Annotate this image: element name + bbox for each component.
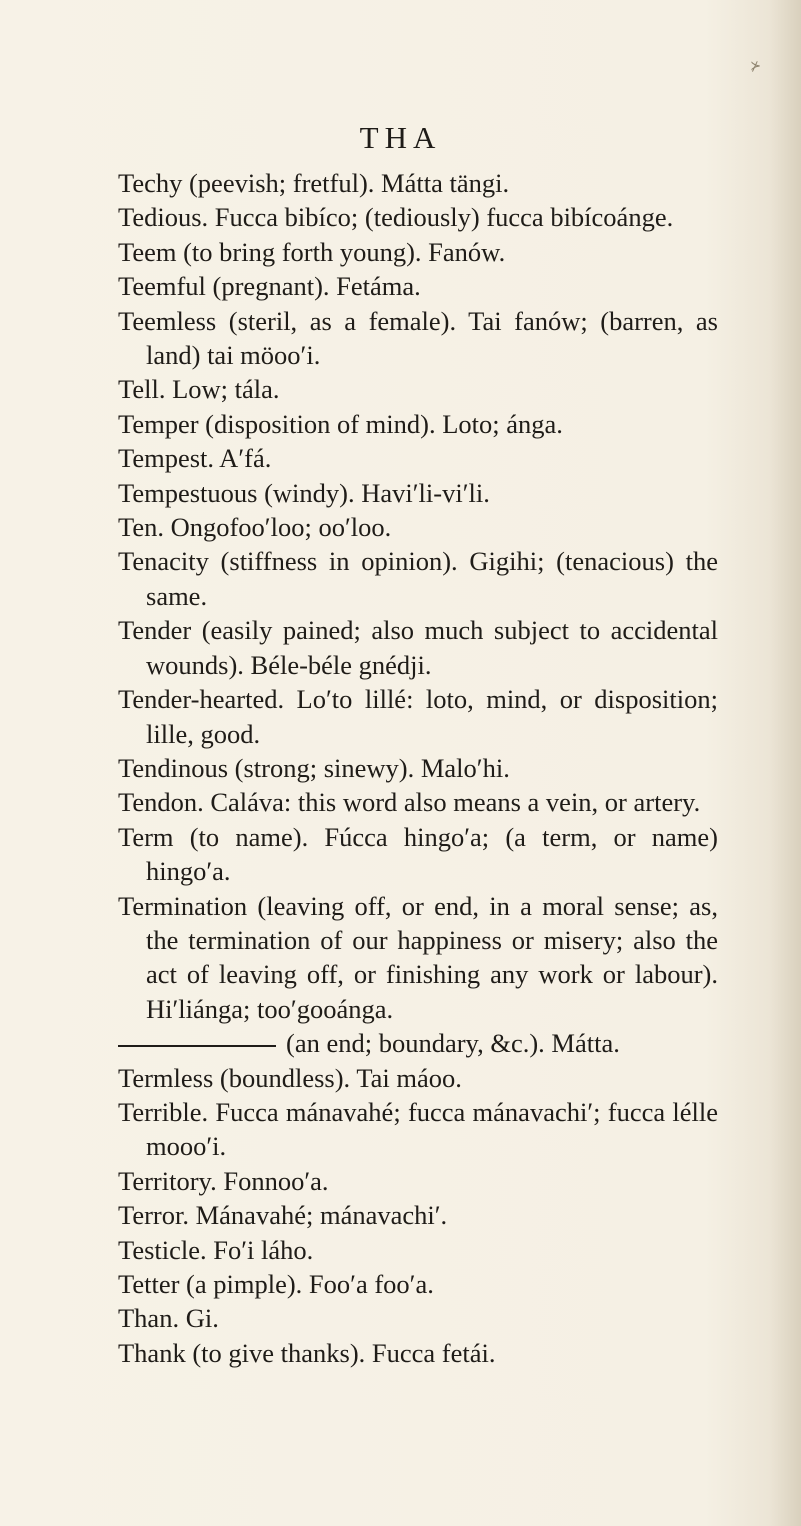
entry-termination-sub xyxy=(118,1026,718,1060)
entry-territory: Territory. Fonnoo′a. xyxy=(118,1165,329,1196)
entry-tenacity: Tenacity (stiffness in opinion). Gigihi; (tenacious) the same. xyxy=(118,546,718,611)
entry-terrible: Terrible. Fucca mánavahé; fucca mánavachi′; fucca lélle mooo′i. xyxy=(118,1096,718,1162)
corner-mark: ⊁ xyxy=(750,58,761,73)
entry-termination: Termination (leaving off, or end, in a moral sense; as, the termination of our happiness or misery; also the act of leaving off, or finishing any work or labour). Hi′liánga; too′gooánga. xyxy=(118,890,718,1024)
entry-tell: Tell. Low; tála. xyxy=(118,374,280,405)
entry-term: Term (to name). Fúcca hingo′a; (a term, or name) hingo′a. xyxy=(118,821,718,887)
entry-tempest: Tempest. A′fá. xyxy=(118,443,272,474)
entry-termless: Termless (boundless). Tai máoo. xyxy=(118,1062,462,1093)
entry-thank: Thank (to give thanks). Fucca fetái. xyxy=(118,1337,496,1368)
entry-testicle: Testicle. Fo′i láho. xyxy=(118,1234,314,1265)
entry-tendon: Tendon. Caláva: this word also means a vein, or artery. xyxy=(118,787,701,818)
entry-termination-sub-text: (an end; boundary, &c.). Mátta. xyxy=(286,1028,620,1059)
entry-tender-hearted: Tender-hearted. Lo′to lillé: loto, mind, or disposition; lille, good. xyxy=(118,684,718,749)
entry-teemless: Teemless (steril, as a female). Tai fanów; (barren, as land) tai möoo′i. xyxy=(118,305,718,371)
entry-terror: Terror. Mánavahé; mánavachi′. xyxy=(118,1200,448,1231)
entry-tedious: Tedious. Fucca bibíco; (tediously) fucca bibícoánge. xyxy=(118,202,674,233)
ditto-dash xyxy=(118,1045,276,1047)
entry-tetter: Tetter (a pimple). Foo′a foo′a. xyxy=(118,1269,434,1299)
entry-tendinous: Tendinous (strong; sinewy). Malo′hi. xyxy=(118,752,510,783)
entry-than: Than. Gi. xyxy=(118,1303,219,1334)
entry-ten: Ten. Ongofoo′loo; oo′loo. xyxy=(118,512,392,543)
entry-teem: Teem (to bring forth young). Fanów. xyxy=(118,236,506,267)
entry-techy: Techy (peevish; fretful). Mátta tängi. xyxy=(118,168,510,198)
page-header: THA xyxy=(359,120,442,155)
entry-tender: Tender (easily pained; also much subject to accidental wounds). Béle-béle gnédji. xyxy=(118,615,718,680)
dictionary-entries xyxy=(118,166,718,1370)
entry-teemful: Teemful (pregnant). Fetáma. xyxy=(118,271,421,302)
entry-temper: Temper (disposition of mind). Loto; ánga. xyxy=(118,408,563,439)
entry-tempestuous: Tempestuous (windy). Havi′li-vi′li. xyxy=(118,477,490,508)
